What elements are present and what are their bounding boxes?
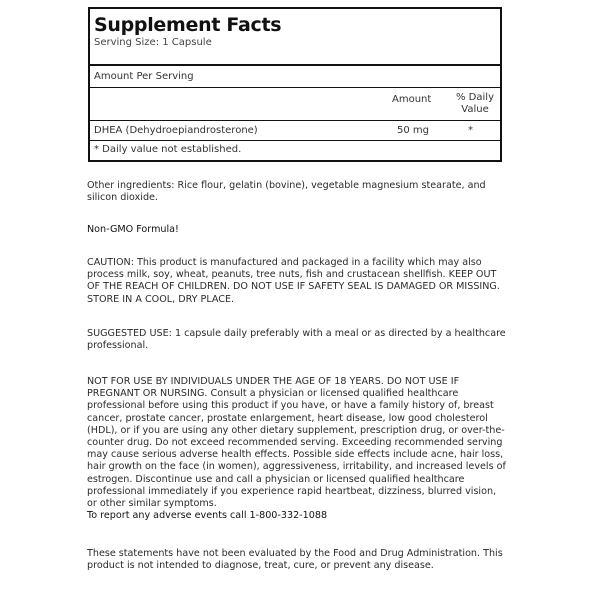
ingredient-name: DHEA (Dehydroepiandrosterone) bbox=[94, 125, 258, 136]
other-ingredients bbox=[87, 180, 507, 204]
suggested-use-text: SUGGESTED USE: 1 capsule daily preferably with a meal or as directed by a healthcare professional. bbox=[87, 328, 506, 352]
caution-statement bbox=[87, 257, 507, 306]
non-gmo-text: Non-GMO Formula! bbox=[87, 224, 179, 235]
daily-value-label-line2: Value bbox=[461, 104, 489, 115]
warning-text: NOT FOR USE BY INDIVIDUALS UNDER THE AGE OF 18 YEARS. DO NOT USE IF PREGNANT OR NURSING. Consult a physician or licensed qualified healthcare professional before using this product if you have, or have a family history of, breast cancer, prostate cancer, prostate enlargement, heart disease, low good cholesterol (HDL), or if you are using any other dietary supplement, prescription drug, or over-the-counter drug. Do not exceed recommended serving. Exceeding recommended serving may cause serious adverse health effects. Possible side effects include acne, hair loss, hair growth on the face (in women), aggressiveness, irritability, and increased levels of estrogen. Discontinue use and call a physician or licensed qualified healthcare professional immediately if you experience rapid heartbeat, dizziness, blurred vision, or other similar symptoms. bbox=[87, 376, 506, 510]
facts-header bbox=[90, 9, 500, 65]
warning-statement bbox=[87, 376, 507, 522]
amount-column-label: Amount bbox=[392, 94, 432, 105]
daily-value-label-line1: % Daily bbox=[456, 92, 494, 103]
serving-size: Serving Size: 1 Capsule bbox=[94, 37, 212, 48]
facts-column-header bbox=[90, 87, 500, 120]
ingredient-amount: 50 mg bbox=[397, 125, 429, 136]
amount-per-serving: Amount Per Serving bbox=[90, 65, 500, 87]
facts-title: Supplement Facts bbox=[94, 14, 282, 36]
non-gmo-statement bbox=[87, 224, 507, 236]
suggested-use bbox=[87, 328, 507, 352]
facts-footnote: * Daily value not established. bbox=[90, 140, 500, 160]
disclaimer-text: These statements have not been evaluated by the Food and Drug Administration. This product is not intended to diagnose, treat, cure, or prevent any disease. bbox=[87, 548, 503, 572]
daily-value-column-label bbox=[452, 92, 498, 116]
adverse-events-text: To report any adverse events call 1-800-332-1088 bbox=[87, 510, 328, 522]
fda-disclaimer bbox=[87, 548, 507, 572]
supplement-facts-panel bbox=[88, 7, 502, 162]
ingredient-daily-value: * bbox=[468, 125, 473, 136]
caution-text: CAUTION: This product is manufactured and packaged in a facility which may also process milk, soy, wheat, peanuts, tree nuts, fish and crustacean shellfish. KEEP OUT OF THE REACH OF CHILDREN. DO NOT USE IF SAFETY SEAL IS DAMAGED OR MISSING. STORE IN A COOL, DRY PLACE. bbox=[87, 257, 500, 305]
other-ingredients-text: Other ingredients: Rice flour, gelatin (bovine), vegetable magnesium stearate, and silicon dioxide. bbox=[87, 180, 486, 204]
ingredient-row bbox=[90, 120, 500, 140]
